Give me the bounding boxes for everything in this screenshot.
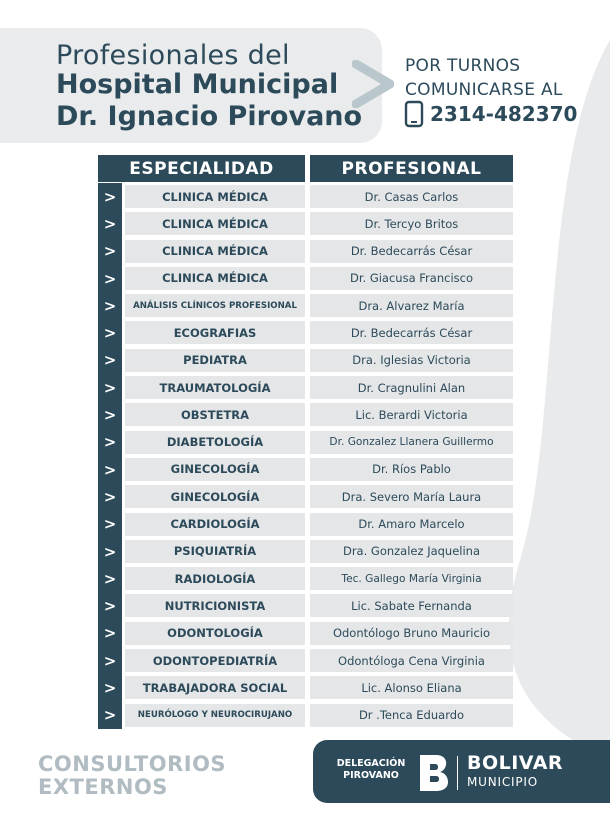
page-title-line1: Profesionales del <box>56 40 290 71</box>
chevron-right-icon: > <box>103 406 117 425</box>
table-row <box>98 401 513 428</box>
chevron-right-icon: > <box>103 569 117 588</box>
table-row <box>98 347 513 374</box>
row-arrow-cell <box>98 292 122 319</box>
profesional-cell: Dr. Tercyo Britos <box>310 212 513 235</box>
column-header-especialidad: ESPECIALIDAD <box>98 155 305 182</box>
chevron-right-icon: > <box>103 324 117 343</box>
phone-number[interactable]: 2314-482370 <box>430 102 578 126</box>
table-row <box>98 319 513 346</box>
chevron-right-icon: > <box>103 651 117 670</box>
chevron-right-icon: > <box>103 214 117 233</box>
table-row <box>98 183 513 210</box>
consultorios-line1: CONSULTORIOS <box>38 752 227 776</box>
table-row <box>98 238 513 265</box>
row-arrow-cell <box>98 429 122 456</box>
table-row <box>98 647 513 674</box>
chevron-right-icon: > <box>103 351 117 370</box>
column-header-profesional: PROFESIONAL <box>310 155 513 182</box>
row-arrow-cell <box>98 456 122 483</box>
profesional-cell: Dr. Giacusa Francisco <box>310 267 513 290</box>
chevron-right-icon: > <box>103 269 117 288</box>
profesional-cell: Odontólogo Bruno Mauricio <box>310 622 513 645</box>
row-arrow-cell <box>98 620 122 647</box>
row-arrow-cell <box>98 483 122 510</box>
especialidad-cell: CARDIOLOGÍA <box>125 513 305 536</box>
consultorios-externos-label <box>38 753 226 799</box>
profesional-cell: Tec. Gallego María Virginia <box>310 567 513 590</box>
chevron-right-icon: > <box>103 487 117 506</box>
especialidad-cell: CLINICA MÉDICA <box>125 240 305 263</box>
table-body <box>98 183 513 729</box>
profesional-cell: Dr. Casas Carlos <box>310 185 513 208</box>
professionals-table <box>98 155 513 729</box>
table-header <box>98 155 513 182</box>
chevron-right-icon: > <box>103 706 117 725</box>
especialidad-cell: ECOGRAFIAS <box>125 321 305 344</box>
especialidad-cell: NUTRICIONISTA <box>125 594 305 617</box>
profesional-cell: Dra. Gonzalez Jaquelina <box>310 540 513 563</box>
especialidad-cell: GINECOLOGÍA <box>125 485 305 508</box>
delegacion-line1: DELEGACIÓN <box>336 758 406 769</box>
chevron-right-icon: > <box>103 296 117 315</box>
profesional-cell: Lic. Sabate Fernanda <box>310 594 513 617</box>
chevron-right-icon: > <box>103 597 117 616</box>
brand-name: BOLIVAR <box>467 752 564 774</box>
page-title-line2: Hospital Municipal <box>56 69 339 100</box>
chevron-right-icon: > <box>103 624 117 643</box>
row-arrow-cell <box>98 592 122 619</box>
row-arrow-cell <box>98 238 122 265</box>
especialidad-cell: PEDIATRA <box>125 349 305 372</box>
profesional-cell: Odontóloga Cena Virginia <box>310 649 513 672</box>
delegacion-line2: PIROVANO <box>343 770 399 781</box>
profesional-cell: Lic. Alonso Eliana <box>310 676 513 699</box>
chevron-right-icon: > <box>103 187 117 206</box>
especialidad-cell: TRAUMATOLOGÍA <box>125 376 305 399</box>
especialidad-cell: ODONTOPEDIATRÍA <box>125 649 305 672</box>
table-row <box>98 374 513 401</box>
chevron-right-icon <box>352 60 394 108</box>
profesional-cell: Dr. Cragnulini Alan <box>310 376 513 399</box>
profesional-cell: Dr. Ríos Pablo <box>310 458 513 481</box>
b-logo-icon <box>418 753 450 793</box>
profesional-cell: Dra. Iglesias Victoria <box>310 349 513 372</box>
row-arrow-cell <box>98 565 122 592</box>
chevron-right-icon: > <box>103 242 117 261</box>
profesional-cell: Dr. Bedecarrás César <box>310 321 513 344</box>
delegacion-label <box>334 758 408 782</box>
brand-subtitle: MUNICIPIO <box>467 775 538 789</box>
chevron-right-icon: > <box>103 460 117 479</box>
row-arrow-cell <box>98 702 122 729</box>
table-row <box>98 538 513 565</box>
row-arrow-cell <box>98 319 122 346</box>
chevron-right-icon: > <box>103 542 117 561</box>
table-row <box>98 429 513 456</box>
row-arrow-cell <box>98 374 122 401</box>
chevron-right-icon: > <box>103 515 117 534</box>
profesional-cell: Dr .Tenca Eduardo <box>310 704 513 727</box>
page-title-line3: Dr. Ignacio Pirovano <box>56 101 363 132</box>
row-arrow-cell <box>98 538 122 565</box>
especialidad-cell: CLINICA MÉDICA <box>125 185 305 208</box>
row-arrow-cell <box>98 674 122 701</box>
especialidad-cell: OBSTETRA <box>125 403 305 426</box>
row-arrow-cell <box>98 401 122 428</box>
chevron-right-icon: > <box>103 678 117 697</box>
especialidad-cell: DIABETOLOGÍA <box>125 431 305 454</box>
profesional-cell: Dr. Gonzalez Llanera Guillermo <box>310 431 513 454</box>
especialidad-cell: CLINICA MÉDICA <box>125 212 305 235</box>
table-row <box>98 511 513 538</box>
row-arrow-cell <box>98 183 122 210</box>
phone-icon <box>404 100 424 128</box>
profesional-cell: Dra. Alvarez María <box>310 294 513 317</box>
profesional-cell: Dr. Bedecarrás César <box>310 240 513 263</box>
table-row <box>98 292 513 319</box>
table-row <box>98 702 513 729</box>
consultorios-line2: EXTERNOS <box>38 775 168 799</box>
table-row <box>98 620 513 647</box>
contact-line1: POR TURNOS <box>405 56 521 76</box>
profesional-cell: Dra. Severo María Laura <box>310 485 513 508</box>
especialidad-cell: TRABAJADORA SOCIAL <box>125 676 305 699</box>
table-row <box>98 592 513 619</box>
especialidad-cell: GINECOLOGÍA <box>125 458 305 481</box>
especialidad-cell: ODONTOLOGÍA <box>125 622 305 645</box>
especialidad-cell: NEURÓLOGO Y NEUROCIRUJANO <box>125 704 305 727</box>
row-arrow-cell <box>98 647 122 674</box>
logo-divider <box>457 756 458 790</box>
row-arrow-cell <box>98 210 122 237</box>
table-row <box>98 483 513 510</box>
table-row <box>98 210 513 237</box>
table-row <box>98 265 513 292</box>
profesional-cell: Dr. Amaro Marcelo <box>310 513 513 536</box>
row-arrow-cell <box>98 265 122 292</box>
especialidad-cell: CLINICA MÉDICA <box>125 267 305 290</box>
profesional-cell: Lic. Berardi Victoria <box>310 403 513 426</box>
chevron-right-icon: > <box>103 378 117 397</box>
contact-line2: COMUNICARSE AL <box>405 80 563 100</box>
especialidad-cell: ANÁLISIS CLÍNICOS PROFESIONAL <box>125 294 305 317</box>
especialidad-cell: PSIQUIATRÍA <box>125 540 305 563</box>
table-row <box>98 456 513 483</box>
especialidad-cell: RADIOLOGÍA <box>125 567 305 590</box>
table-row <box>98 565 513 592</box>
row-arrow-cell <box>98 347 122 374</box>
row-arrow-cell <box>98 511 122 538</box>
chevron-right-icon: > <box>103 433 117 452</box>
table-row <box>98 674 513 701</box>
